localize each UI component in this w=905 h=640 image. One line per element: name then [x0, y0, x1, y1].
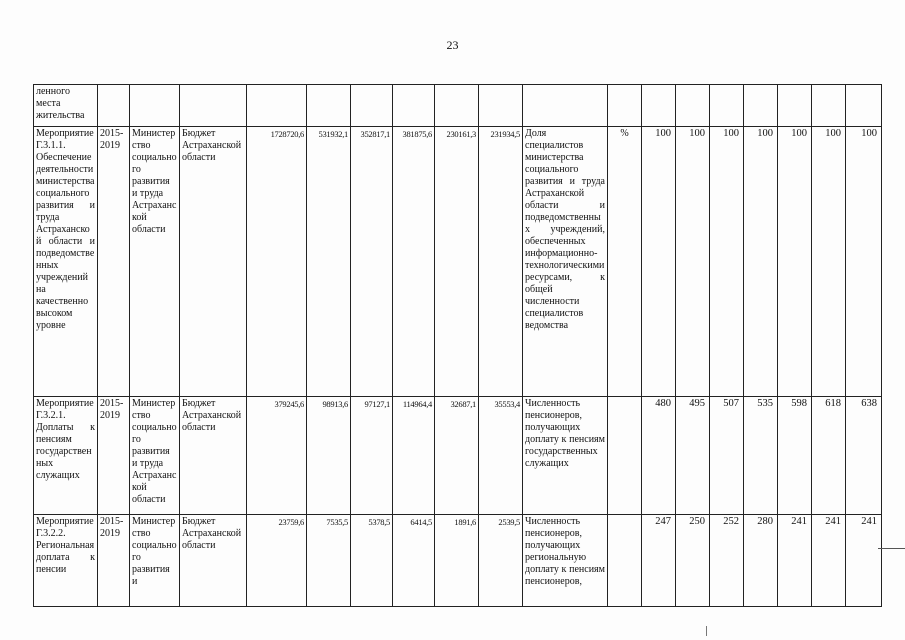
amount-total: 1728720,6 — [247, 127, 307, 397]
amount-year: 98913,6 — [307, 397, 351, 515]
table-row — [34, 397, 882, 515]
unit-cell — [608, 397, 642, 515]
amount-year: 35553,4 — [479, 397, 523, 515]
amount-year: 114964,4 — [393, 397, 435, 515]
program-table — [33, 84, 882, 607]
scan-artifact-mark — [706, 626, 707, 636]
indicator-value: 100 — [744, 127, 778, 397]
amount-year: 381875,6 — [393, 127, 435, 397]
amount-total: 379245,6 — [247, 397, 307, 515]
period-cell: 2015-2019 — [98, 397, 130, 515]
indicator-cell: Численность пенсионеров, получающих доплату к пенсиям государственных служащих — [523, 397, 608, 515]
row-name-cell: ленного места жительства — [34, 85, 98, 127]
amount-year: 6414,5 — [393, 515, 435, 607]
amount-year: 7535,5 — [307, 515, 351, 607]
amount-year: 230161,3 — [435, 127, 479, 397]
unit-cell: % — [608, 127, 642, 397]
amount-year: 1891,6 — [435, 515, 479, 607]
amount-year: 2539,5 — [479, 515, 523, 607]
period-cell: 2015-2019 — [98, 515, 130, 607]
indicator-value: 247 — [642, 515, 676, 607]
executor-cell: Министерство социального развития и — [130, 515, 180, 607]
indicator-value: 100 — [812, 127, 846, 397]
amount-year: 231934,5 — [479, 127, 523, 397]
indicator-value: 100 — [846, 127, 882, 397]
indicator-value: 507 — [710, 397, 744, 515]
indicator-value: 280 — [744, 515, 778, 607]
indicator-value: 100 — [778, 127, 812, 397]
row-name-cell: Мероприятие Г.3.1.1. Обеспечение деятельности министерства социального развития и труда Астраханской области и подведомственных учреждений на качественно высоком уровне — [34, 127, 98, 397]
indicator-value: 252 — [710, 515, 744, 607]
page-number: 23 — [446, 38, 459, 52]
row-name-cell: Мероприятие Г.3.2.1. Доплаты к пенсиям государственных служащих — [34, 397, 98, 515]
table-row-continued — [34, 85, 882, 127]
period-cell: 2015-2019 — [98, 127, 130, 397]
indicator-value: 598 — [778, 397, 812, 515]
indicator-value: 100 — [642, 127, 676, 397]
amount-year: 97127,1 — [351, 397, 393, 515]
indicator-value: 241 — [846, 515, 882, 607]
indicator-value: 241 — [812, 515, 846, 607]
indicator-value: 100 — [710, 127, 744, 397]
executor-cell: Министерство социального развития и труда Астраханской области — [130, 127, 180, 397]
indicator-value: 618 — [812, 397, 846, 515]
source-cell: Бюджет Астраханской области — [180, 515, 247, 607]
indicator-cell: Доля специалистов министерства социального развития и труда Астраханской области и подведомственных учреждений, обеспеченных информационно-технологическими ресурсами, к общей численности специалистов ведомства — [523, 127, 608, 397]
indicator-cell: Численность пенсионеров, получающих региональную доплату к пенсиям пенсионеров, — [523, 515, 608, 607]
row-name-cell: Мероприятие Г.3.2.2. Региональная доплата к пенсии — [34, 515, 98, 607]
amount-year: 32687,1 — [435, 397, 479, 515]
indicator-value: 480 — [642, 397, 676, 515]
amount-year: 5378,5 — [351, 515, 393, 607]
indicator-value: 535 — [744, 397, 778, 515]
table-row — [34, 127, 882, 397]
indicator-value: 250 — [676, 515, 710, 607]
scan-artifact-line — [878, 548, 905, 549]
amount-total: 23759,6 — [247, 515, 307, 607]
source-cell: Бюджет Астраханской области — [180, 127, 247, 397]
indicator-value: 100 — [676, 127, 710, 397]
indicator-value: 638 — [846, 397, 882, 515]
indicator-value: 241 — [778, 515, 812, 607]
table-row — [34, 515, 882, 607]
indicator-value: 495 — [676, 397, 710, 515]
amount-year: 352817,1 — [351, 127, 393, 397]
executor-cell: Министерство социального развития и труда Астраханской области — [130, 397, 180, 515]
unit-cell — [608, 515, 642, 607]
amount-year: 531932,1 — [307, 127, 351, 397]
source-cell: Бюджет Астраханской области — [180, 397, 247, 515]
